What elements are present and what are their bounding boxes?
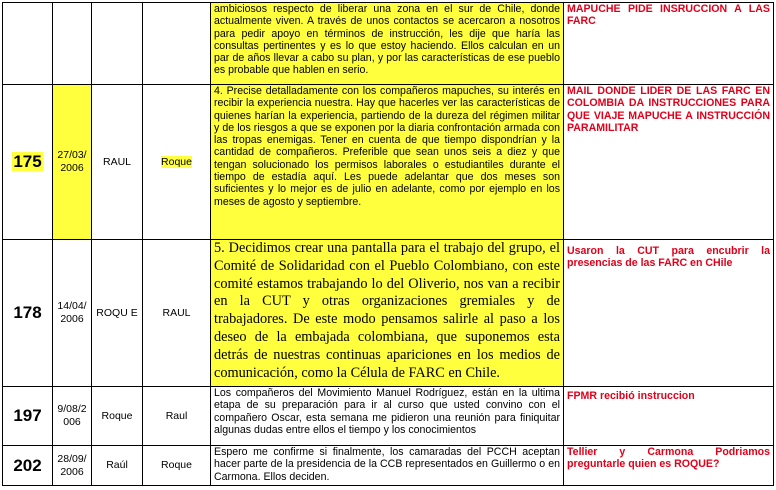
message-number: 175 (13, 152, 42, 171)
table-row (3, 85, 774, 240)
table-row (3, 240, 774, 387)
message-recipient (143, 3, 211, 85)
message-recipient: Roque (143, 446, 211, 486)
message-sender: ROQU E (92, 240, 143, 387)
table-row (3, 446, 774, 486)
message-date (53, 3, 92, 85)
message-number: 197 (3, 387, 53, 446)
message-recipient: RAUL (143, 240, 211, 387)
message-date: 27/03/ 2006 (53, 85, 92, 240)
annotation: FPMR recibió instruccion (564, 387, 774, 446)
message-number: 202 (3, 446, 53, 486)
evidence-table (2, 2, 774, 486)
message-excerpt: Los compañeros del Movimiento Manuel Rodríguez, están en la ultima etapa de su preparación para ir al curso que usted convino con el compañero Oscar, esta semana me pidieron una reunión para finiquitar algunas dudas entre ellos el tiempo y los conocimientos (211, 387, 564, 446)
message-date: 28/09/ 2006 (53, 446, 92, 486)
message-excerpt: 5. Decidimos crear una pantalla para el trabajo del grupo, el Comité de Solidaridad con el Pueblo Colombiano, con este comité estamos trabajando lo del Oliverio, nos van a recibir en la CUT y otras organizaciones gremiales y de trabajadores. De este modo pensamos salirle al paso a los deseo de la embajada colombiana, que suponemos esta detrás de nuestras continuas apariciones en los medios de comunicación, como la Célula de FARC en Chile. (211, 240, 564, 387)
message-recipient: Roque (161, 155, 192, 168)
annotation: Usaron la CUT para encubrir la presencias de las FARC en CHile (564, 240, 774, 387)
message-date: 9/08/2 006 (53, 387, 92, 446)
annotation: MAIL DONDE LIDER DE LAS FARC EN COLOMBIA DA INSTRUCCIONES PARA QUE VIAJE MAPUCHE A INSTRUCCIÓN PARAMILITAR (564, 85, 774, 240)
message-number (3, 3, 53, 85)
message-excerpt: Espero me confirme si finalmente, los camaradas del PCCH aceptan hacer parte de la presidencia de la CCB representados en Guillermo o en Carmona. Ellos deciden. (211, 446, 564, 486)
annotation: MAPUCHE PIDE INSRUCCION A LAS FARC (564, 3, 774, 85)
annotation: Tellier y Carmona Podriamos preguntarle quien es ROQUE? (564, 446, 774, 486)
table-row (3, 387, 774, 446)
message-sender (92, 3, 143, 85)
message-date: 14/04/ 2006 (53, 240, 92, 387)
message-excerpt: 4. Precise detalladamente con los compañeros mapuches, su interés en recibir la experiencia nuestra. Hay que hacerles ver las características de quienes harían la experiencia, partiendo de la dureza del régimen militar y de los riesgos a que se exponen por la diaria confrontación armada con las tropas enemigas. Tener en cuenta de que tiempo dispondrían y la cantidad de compañeros. Preferible que sean unos seis a diez y que tengan solucionado los permisos laborales o estudiantiles durante el tiempo de estadía aquí. Les puede adelantar que dos meses son suficientes y lo mejor es de julio en adelante, como por ejemplo en los meses de agosto y septiembre. (211, 85, 564, 240)
message-number: 178 (3, 240, 53, 387)
message-excerpt: ambiciosos respecto de liberar una zona en el sur de Chile, donde actualmente viven. A través de unos contactos se acercaron a nosotros para pedir apoyo en términos de instrucción, les dije que haría las consultas pertinentes y es lo que estoy haciendo. Ellos calculan en un par de años llevar a cabo su plan, y por las características de ese pueblo es probable que hablen en serio. (211, 3, 564, 85)
message-recipient: Raul (143, 387, 211, 446)
message-sender: Raúl (92, 446, 143, 486)
message-sender: Roque (92, 387, 143, 446)
message-sender: RAUL (92, 85, 143, 240)
table-row (3, 3, 774, 85)
